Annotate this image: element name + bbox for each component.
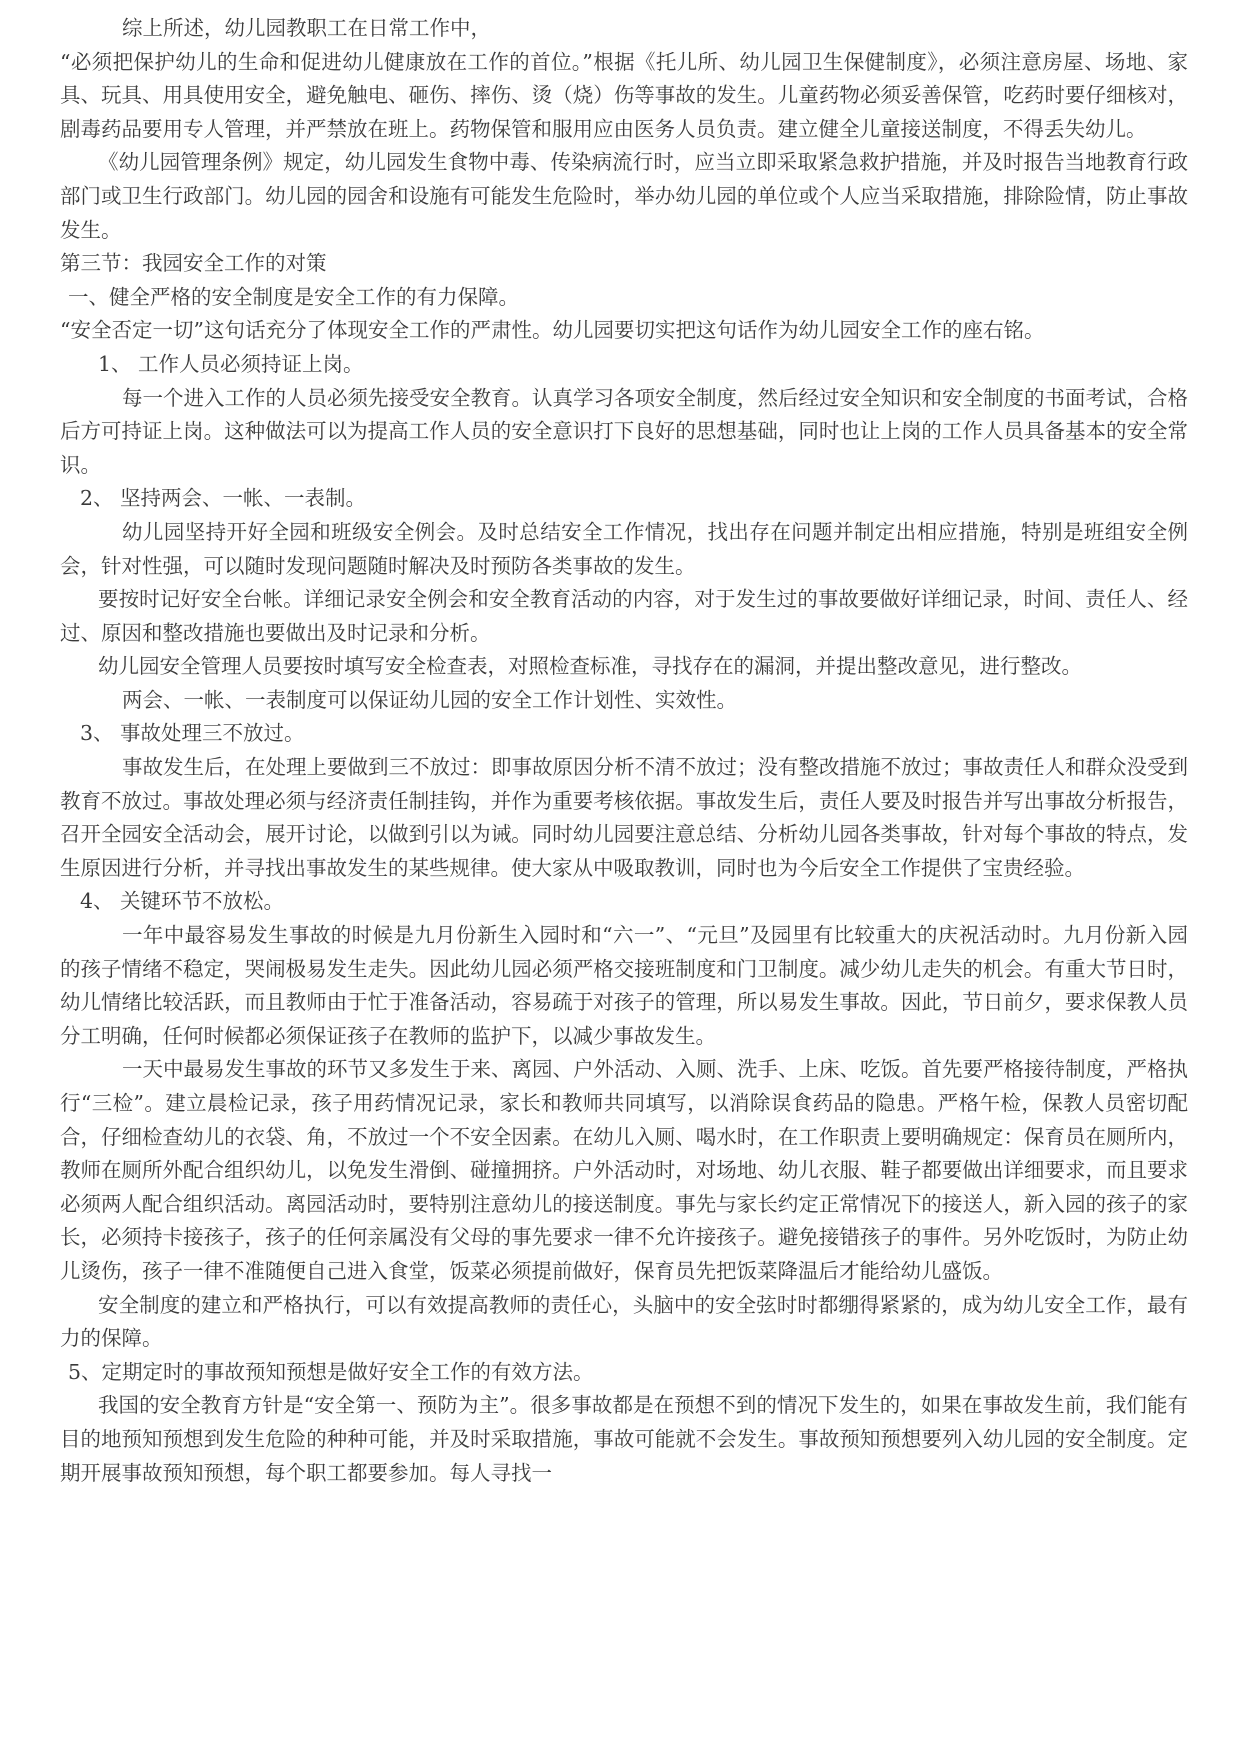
- paragraph-summary: 综上所述，幼儿园教职工在日常工作中，: [122, 16, 491, 40]
- paragraph-system-execution: 安全制度的建立和严格执行，可以有效提高教师的责任心，头脑中的安全弦时时都绷得紧紧的，成为幼儿安全工作，最有力的保障。: [60, 1292, 1188, 1351]
- list-heading-5: 5、定期定时的事故预知预想是做好安全工作的有效方法。: [68, 1359, 594, 1384]
- paragraph-safety-veto: “安全否定一切”这句话充分了体现安全工作的严肃性。幼儿园要切实把这句话作为幼儿园安全工作的座右铭。: [60, 318, 1045, 343]
- paragraph-key-periods: 一年中最容易发生事故的时候是九月份新生入园时和“六一”、“元旦”及园里有比较重大的庆祝活动时。九月份新入园的孩子情绪不稳定，哭闹极易发生走失。因此幼儿园必须严格交接班制度和门卫制度。减少幼儿走失的机会。有重大节日时，幼儿情绪比较活跃，而且教师由于忙于准备活动，容易疏于对孩子的管理，所以易发生事故。因此，节日前夕，要求保教人员分工明确，任何时候都必须保证孩子在教师的监护下，以减少事故发生。: [60, 923, 1188, 1048]
- paragraph-safety-checklist: 幼儿园安全管理人员要按时填写安全检查表，对照检查标准，寻找存在的漏洞，并提出整改意见，进行整改。: [98, 654, 1082, 679]
- paragraph-certification: 每一个进入工作的人员必须先接受安全教育。认真学习各项安全制度，然后经过安全知识和安全制度的书面考试，合格后方可持证上岗。这种做法可以为提高工作人员的安全意识打下良好的思想基础，同时也让上岗的工作人员具备基本的安全常识。: [60, 385, 1188, 477]
- paragraph-prevention-policy: 我国的安全教育方针是“安全第一、预防为主”。很多事故都是在预想不到的情况下发生的，如果在事故发生前，我们能有目的地预知预想到发生危险的种种可能，并及时采取措施，事故可能就不会发生。事故预知预想要列入幼儿园的安全制度。定期开展事故预知预想，每个职工都要参加。每人寻找一: [60, 1393, 1188, 1485]
- paragraph-safety-ledger: 要按时记好安全台帐。详细记录安全例会和安全教育活动的内容，对于发生过的事故要做好详细记录，时间、责任人、经过、原因和整改措施也要做出及时记录和分析。: [60, 587, 1188, 645]
- list-heading-3: 3、 事故处理三不放过。: [80, 721, 305, 746]
- paragraph-management-regulation: 《幼儿园管理条例》规定，幼儿园发生食物中毒、传染病流行时，应当立即采取紧急救护措施，并及时报告当地教育行政部门或卫生行政部门。幼儿园的园舍和设施有可能发生危险时，举办幼儿园的单位或个人应当采取措施，排除险情，防止事故发生。: [60, 150, 1188, 242]
- list-heading-4: 4、 关键环节不放松。: [80, 889, 285, 914]
- list-heading-1: 1、 工作人员必须持证上岗。: [98, 351, 364, 376]
- paragraph-accident-handling: 事故发生后，在处理上要做到三不放过：即事故原因分析不清不放过；没有整改措施不放过；事故责任人和群众没受到教育不放过。事故处理必须与经济责任制挂钩，并作为重要考核依据。事故发生后，责任人要及时报告并写出事故分析报告，召开全园安全活动会，展开讨论，以做到引以为诫。同时幼儿园要注意总结、分析幼儿园各类事故，针对每个事故的特点，发生原因进行分析，并寻找出事故发生的某些规律。使大家从中吸取教训，同时也为今后安全工作提供了宝贵经验。: [60, 755, 1188, 880]
- document-page: [60, 12, 1188, 1490]
- list-heading-2: 2、 坚持两会、一帐、一表制。: [80, 486, 367, 511]
- paragraph-protect-children: “必须把保护幼儿的生命和促进幼儿健康放在工作的首位。”根据《托儿所、幼儿园卫生保健制度》，必须注意房屋、场地、家具、玩具、用具使用安全，避免触电、砸伤、摔伤、烫（烧）伤等事故的发生。儿童药物必须妥善保管，吃药时要仔细核对，剧毒药品要用专人管理，并严禁放在班上。药物保管和服用应由医务人员负责。建立健全儿童接送制度，不得丢失幼儿。: [60, 49, 1188, 141]
- section-heading: 第三节：我园安全工作的对策: [60, 251, 327, 276]
- subheading-safety-system: 一、健全严格的安全制度是安全工作的有力保障。: [68, 284, 519, 309]
- paragraph-daily-routines: 一天中最易发生事故的环节又多发生于来、离园、户外活动、入厕、洗手、上床、吃饭。首先要严格接待制度，严格执行“三检”。建立晨检记录，孩子用药情况记录，家长和教师共同填写，以消除误食药品的隐患。严格午检，保教人员密切配合，仔细检查幼儿的衣袋、角，不放过一个不安全因素。在幼儿入厕、喝水时，在工作职责上要明确规定：保育员在厕所内，教师在厕所外配合组织幼儿，以免发生滑倒、碰撞拥挤。户外活动时，对场地、幼儿衣服、鞋子都要做出详细要求，而且要求必须两人配合组织活动。离园活动时，要特别注意幼儿的接送制度。事先与家长约定正常情况下的接送人，新入园的孩子的家长，必须持卡接孩子，孩子的任何亲属没有父母的事先要求一律不允许接孩子。避免接错孩子的事件。另外吃饭时，为防止幼儿烫伤，孩子一律不准随便自己进入食堂，饭菜必须提前做好，保育员先把饭菜降温后才能给幼儿盛饭。: [60, 1057, 1188, 1283]
- paragraph-safety-meetings: 幼儿园坚持开好全园和班级安全例会。及时总结安全工作情况，找出存在问题并制定出相应措施，特别是班组安全例会，针对性强，可以随时发现问题随时解决及时预防各类事故的发生。: [60, 519, 1188, 578]
- paragraph-system-summary: 两会、一帐、一表制度可以保证幼儿园的安全工作计划性、实效性。: [122, 687, 737, 712]
